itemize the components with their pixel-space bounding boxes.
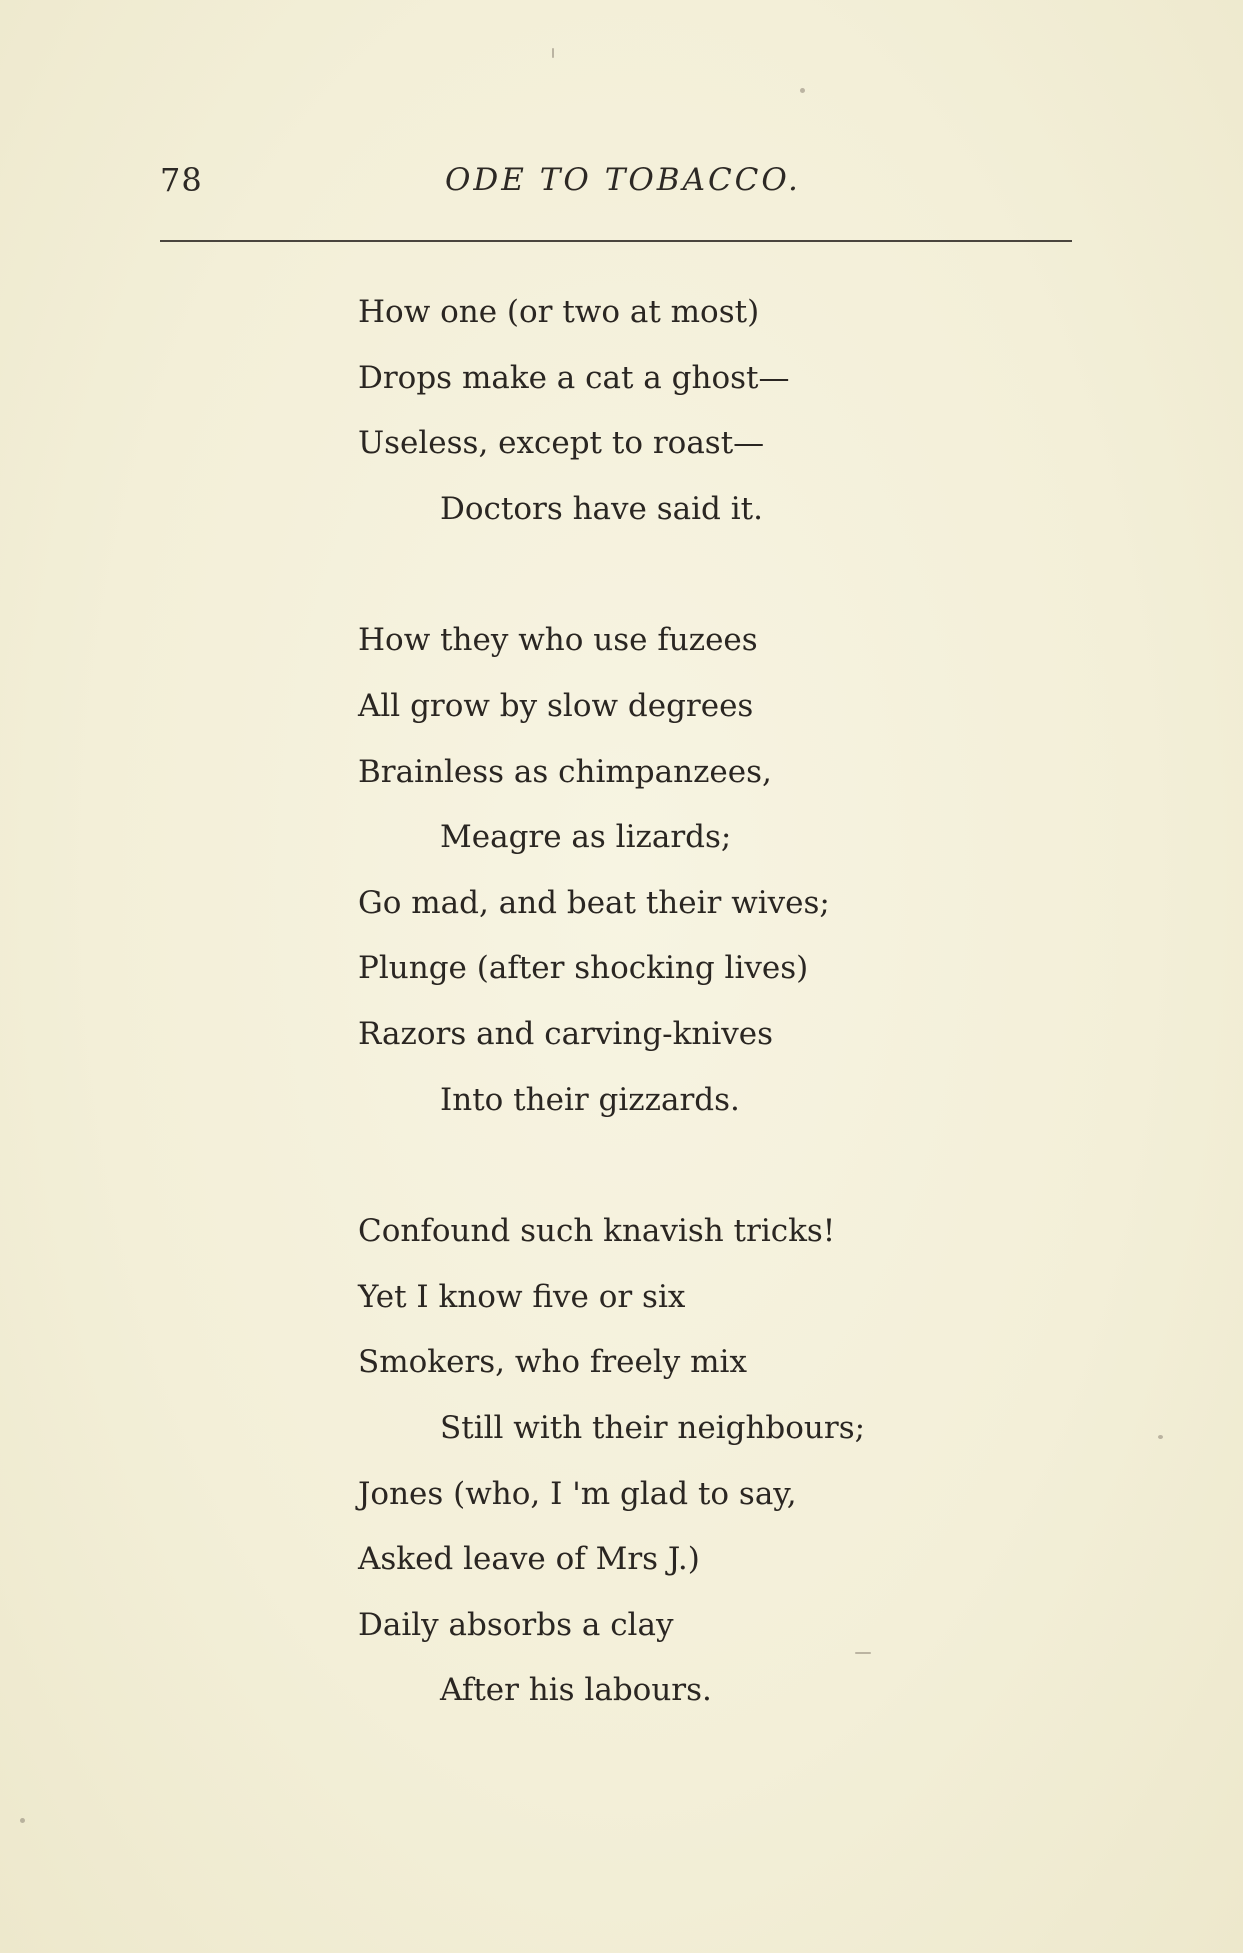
poem-line: Go mad, and beat their wives; [358, 884, 830, 921]
poem-line: Asked leave of Mrs J.) [358, 1541, 700, 1578]
poem-line: Useless, except to roast— [358, 425, 765, 462]
paper-speck [1158, 1435, 1163, 1439]
poem-line: How one (or two at most) [358, 294, 760, 330]
page-header [0, 160, 1243, 210]
poem-line: Brainless as chimpanzees, [358, 753, 772, 790]
poem-line: Jones (who, I 'm glad to say, [358, 1475, 797, 1512]
paper-speck [552, 48, 554, 58]
poem-line: Smokers, who freely mix [358, 1344, 747, 1381]
poem-line: How they who use fuzees [358, 622, 758, 659]
poem-line-indented: Still with their neighbours; [440, 1409, 866, 1446]
poem-line-indented: Meagre as lizards; [440, 819, 732, 856]
poem-line: Confound such knavish tricks! [358, 1213, 836, 1250]
page-number: 78 [160, 161, 203, 199]
header-rule [160, 240, 1072, 242]
poem-line: Yet I know five or six [358, 1278, 686, 1315]
stanza-1 [358, 280, 1058, 542]
poem-body [358, 280, 1058, 1790]
running-title: ODE TO TOBACCO. [445, 162, 801, 198]
poem-line: All grow by slow degrees [358, 687, 754, 724]
poem-line-indented: Into their gizzards. [440, 1081, 740, 1118]
poem-line-indented: Doctors have said it. [440, 490, 763, 527]
poem-line: Razors and carving-knives [358, 1015, 774, 1052]
poem-line-indented: After his labours. [440, 1672, 712, 1709]
poem-line: Drops make a cat a ghost— [358, 359, 790, 396]
poem-line: Daily absorbs a clay [358, 1606, 674, 1643]
paper-speck [855, 1652, 871, 1654]
paper-speck [800, 88, 805, 93]
paper-speck [20, 1818, 25, 1823]
poem-line: Plunge (after shocking lives) [358, 950, 809, 987]
stanza-3 [358, 1199, 1058, 1724]
stanza-2 [358, 608, 1058, 1133]
